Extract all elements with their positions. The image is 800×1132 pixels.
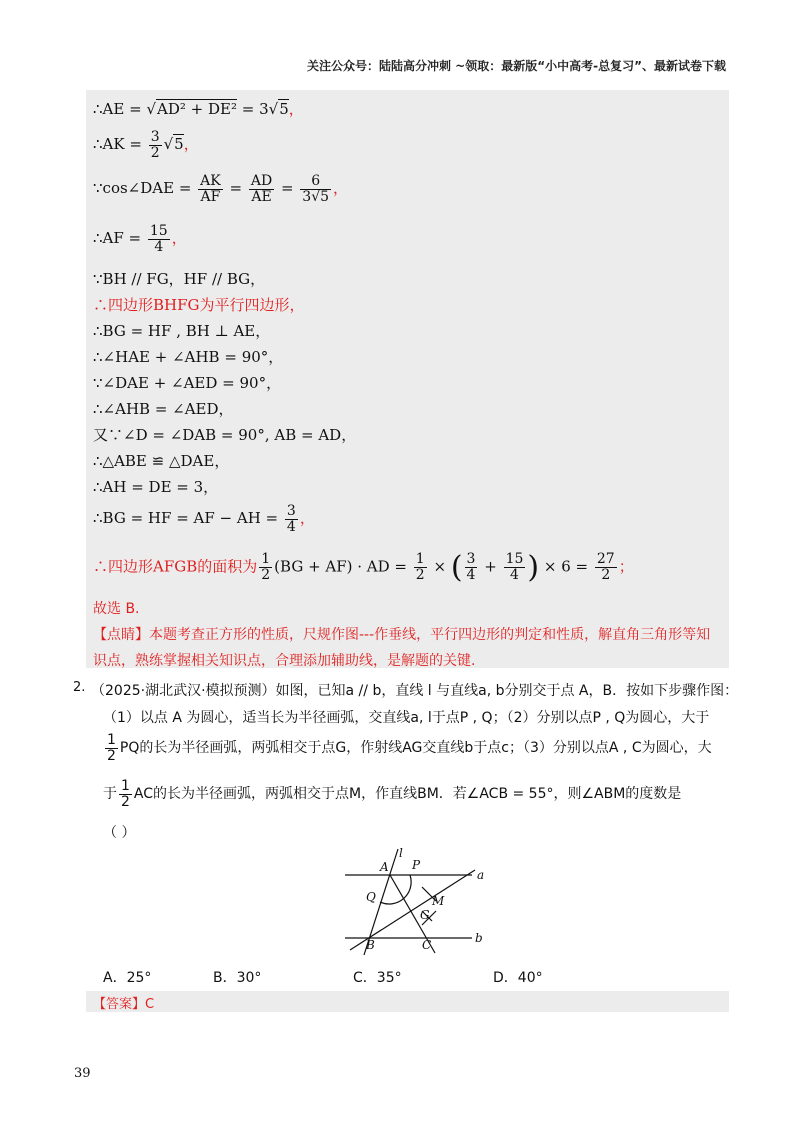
page-number: 39 [74, 1066, 91, 1081]
solution-line-7: ∴BG = HF , BH ⊥ AE， [93, 322, 271, 340]
label-M: M [432, 894, 445, 908]
option-a: A．25° [103, 970, 152, 986]
question-line-1: （2025·湖北武汉·模拟预测）如图，已知a // b，直线 l 与直线a, b分别交于点 A，B．按如下步骤作图： [91, 683, 739, 699]
label-G: G [420, 908, 430, 922]
answer-bar [86, 991, 729, 1012]
solution-line-3: ∵cos∠DAE = $\frac{AK}{AF}$ = $\frac{AD}{AE}$ = $\frac{6}{3√5}$ ， [93, 173, 349, 205]
solution-line-15: ∴四边形AFGB的面积为 $\frac{1}{2}$ (BG + AF) · AD = $\frac{1}{2}$ × ( $\frac{3}{4}$ + $\frac{15}{4}$ ) × 6 = $\frac{27}{2}$ ； [93, 550, 634, 585]
question-line-2: （1）以点 A 为圆心，适当长为半径画弧，交直线a, l于点P , Q；（2）分别以点P , Q为圆心，大于 [103, 710, 710, 726]
solution-line-11: 又∵∠D = ∠DAB = 90°, AB = AD， [93, 426, 357, 444]
solution-comment: 【点睛】本题考查正方形的性质，尺规作图---作垂线，平行四边形的判定和性质，解直角三角形等知 [93, 627, 711, 643]
answer-text: 【答案】C [93, 997, 155, 1012]
label-l: l [399, 846, 403, 860]
option-c: C．35° [353, 970, 402, 986]
solution-choice: 故选 B. [93, 601, 140, 617]
label-C: C [422, 938, 432, 952]
label-P: P [412, 858, 421, 872]
solution-line-12: ∴△ABE ≌ △DAE， [93, 452, 230, 470]
solution-line-2: ∴AK = $\frac{3}{2}$ √5， [93, 129, 199, 161]
solution-line-13: ∴AH = DE = 3， [93, 478, 219, 496]
solution-line-10: ∴∠AHB = ∠AED， [93, 400, 234, 418]
question-number: 2. [73, 680, 86, 695]
geometry-figure [340, 845, 500, 957]
question-line-3: $\frac{1}{2}$ PQ的长为半径画弧，两弧相交于点G，作射线AG交直线b于点c；（3）分别以点A , C为圆心，大 [107, 732, 712, 764]
solution-line-5: ∵BH // FG，HF // BG， [93, 270, 266, 288]
option-b: B．30° [213, 970, 262, 986]
solution-line-6: ∴四边形BHFG为平行四边形， [93, 296, 305, 314]
label-a: a [477, 868, 485, 882]
answer-paren: （ ） [103, 825, 136, 841]
label-A: A [380, 860, 389, 874]
solution-line-9: ∵∠DAE + ∠AED = 90°， [93, 374, 282, 392]
option-d: D．40° [493, 970, 543, 986]
solution-line-4: ∴AF = $\frac{15}{4}$ ， [93, 223, 187, 255]
label-Q: Q [366, 890, 376, 904]
page-header: 关注公众号：陆陆高分冲刺 ~领取：最新版“小中高考-总复习”、最新试卷下载 [307, 59, 726, 73]
solution-line-1: ∴AE = √AD² + DE² = 3√5， [93, 100, 304, 118]
solution-comment-2: 识点，熟练掌握相关知识点，合理添加辅助线，是解题的关键. [93, 653, 476, 669]
question-line-4: 于 $\frac{1}{2}$ AC的长为半径画弧，两弧相交于点M，作直线BM．若∠ACB = 55°，则∠ABM的度数是 [103, 778, 682, 810]
solution-line-8: ∴∠HAE + ∠AHB = 90°， [93, 348, 284, 366]
label-b: b [475, 931, 483, 945]
label-B: B [366, 938, 375, 952]
solution-line-14: ∴BG = HF = AF − AH = $\frac{3}{4}$ ， [93, 503, 315, 535]
